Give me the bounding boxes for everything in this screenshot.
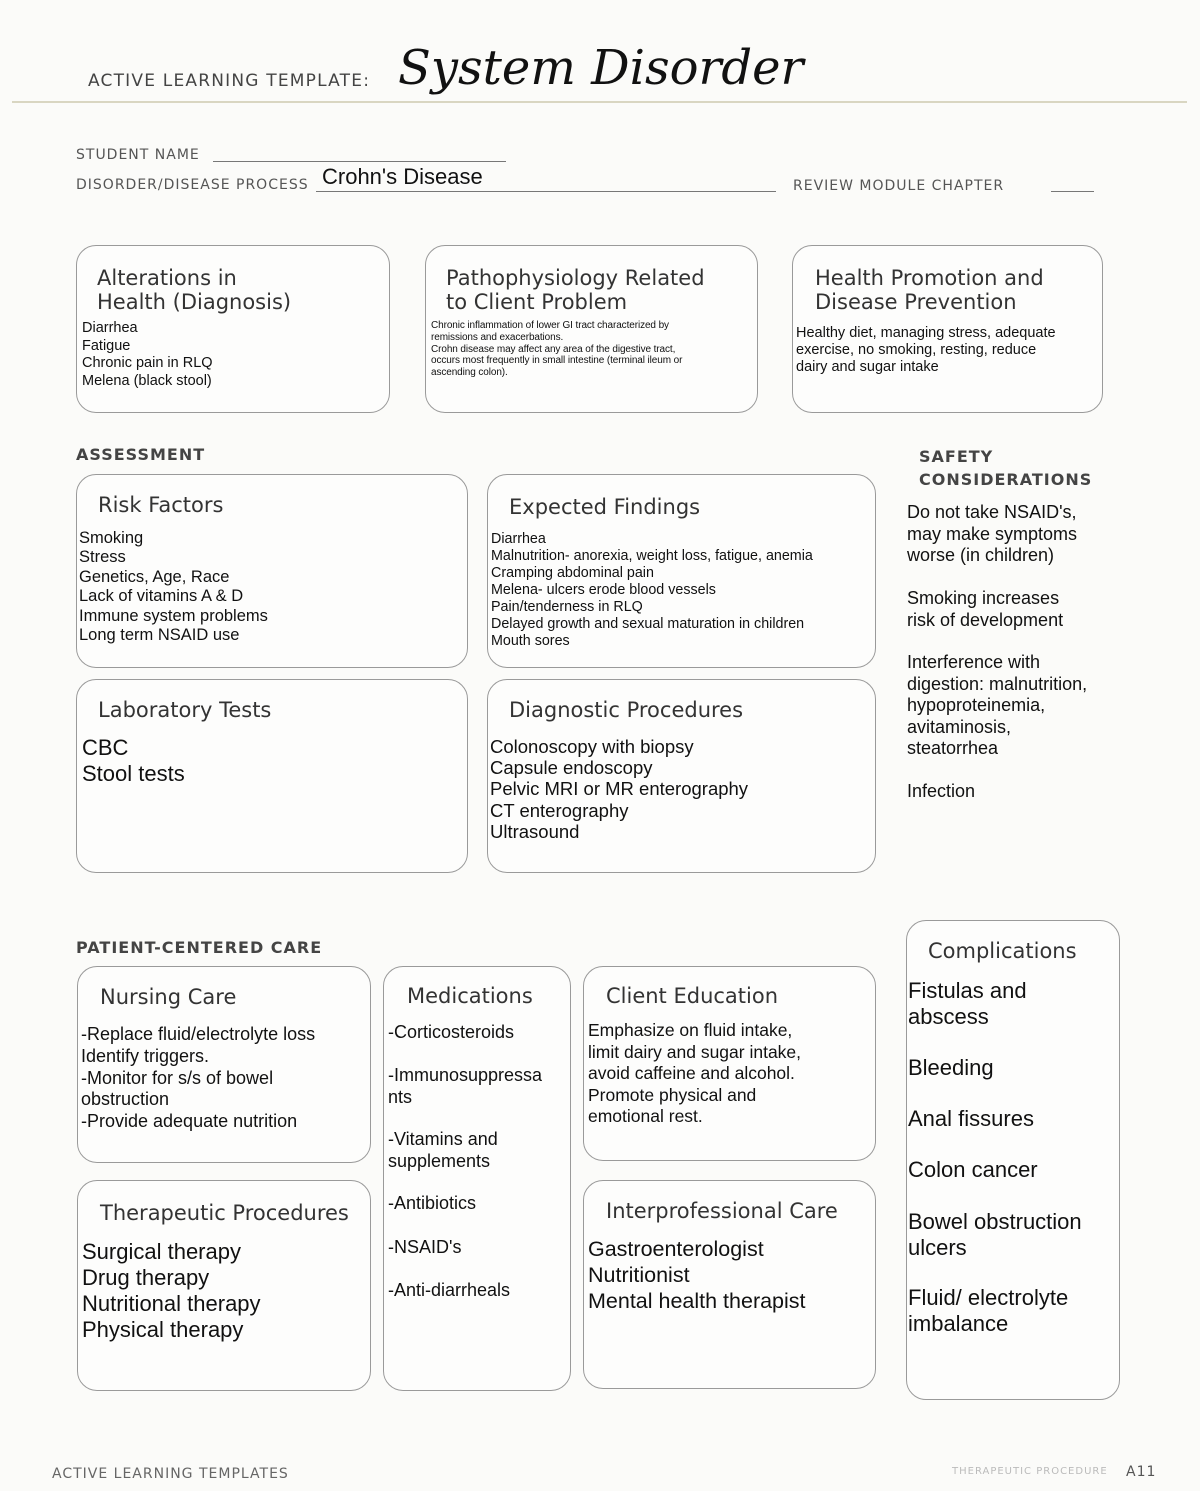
laboratory-tests-box <box>76 679 468 873</box>
therapeutic-procedures-title: Therapeutic Procedures <box>100 1201 349 1225</box>
review-chapter-label: REVIEW MODULE CHAPTER <box>793 178 1005 194</box>
diagnostic-procedures-title: Diagnostic Procedures <box>509 698 744 722</box>
student-name-line <box>213 161 506 162</box>
safety-item: Infection <box>907 781 976 801</box>
safety-item: Do not take NSAID's, may make symptoms worse (in children) <box>907 502 1078 565</box>
patient-centered-care-label: PATIENT-CENTERED CARE <box>76 938 323 957</box>
page-number: A11 <box>1126 1464 1157 1480</box>
interprofessional-care-body: Gastroenterologist Nutritionist Mental health therapist <box>588 1237 806 1313</box>
diagnostic-procedures-body: Colonoscopy with biopsy Capsule endoscopy Pelvic MRI or MR enterography CT enterography Ultrasound <box>490 736 749 842</box>
template-label: ACTIVE LEARNING TEMPLATE: <box>88 71 371 91</box>
medication-item: -Vitamins and supplements <box>388 1129 498 1171</box>
nursing-care-title: Nursing Care <box>100 985 237 1009</box>
complications-box <box>906 920 1120 1400</box>
risk-factors-body: Smoking Stress Genetics, Age, Race Lack of vitamins A & D Immune system problems Long term NSAID use <box>79 529 268 645</box>
laboratory-tests-body: CBC Stool tests <box>82 735 185 786</box>
alterations-title: Alterations in Health (Diagnosis) <box>97 266 292 314</box>
medication-item: -Antibiotics <box>388 1193 477 1213</box>
complication-item: Bowel obstruction ulcers <box>908 1209 1082 1260</box>
medications-box <box>383 966 571 1391</box>
health-promotion-box <box>792 245 1103 413</box>
risk-factors-box <box>76 474 468 668</box>
alterations-box <box>76 245 390 413</box>
client-education-box <box>583 966 876 1161</box>
client-education-body: Emphasize on fluid intake, limit dairy and sugar intake, avoid caffeine and alcohol. Promote physical and emotional rest. <box>588 1020 802 1126</box>
nursing-care-body: -Replace fluid/electrolyte loss Identify triggers. -Monitor for s/s of bowel obstruction -Provide adequate nutrition <box>81 1024 316 1132</box>
nursing-care-box <box>77 966 371 1163</box>
footer-section: THERAPEUTIC PROCEDURE <box>952 1466 1108 1477</box>
safety-item: Interference with digestion: malnutrition, hypoproteinemia, avitaminosis, steatorrhea <box>907 652 1088 758</box>
diagnostic-procedures-box <box>487 679 876 873</box>
client-education-title: Client Education <box>606 984 779 1008</box>
assessment-label: ASSESSMENT <box>76 445 206 464</box>
complication-item: Colon cancer <box>908 1157 1038 1182</box>
health-promotion-title: Health Promotion and Disease Prevention <box>815 266 1044 314</box>
medication-item: -Immunosuppressa nts <box>388 1065 543 1107</box>
student-name-label: STUDENT NAME <box>76 147 200 163</box>
complications-title: Complications <box>928 939 1077 963</box>
laboratory-tests-title: Laboratory Tests <box>98 698 272 722</box>
medications-title: Medications <box>407 984 533 1008</box>
complication-item: Fistulas and abscess <box>908 978 1027 1029</box>
safety-label: SAFETY CONSIDERATIONS <box>919 447 1093 489</box>
interprofessional-care-box <box>583 1180 876 1389</box>
alterations-body: Diarrhea Fatigue Chronic pain in RLQ Melena (black stool) <box>82 320 213 389</box>
pathophysiology-box <box>425 245 758 413</box>
expected-findings-title: Expected Findings <box>509 495 701 519</box>
disorder-line <box>316 191 776 192</box>
medication-item: -Corticosteroids <box>388 1022 515 1042</box>
disorder-field[interactable]: Crohn's Disease <box>322 164 483 189</box>
pathophysiology-title: Pathophysiology Related to Client Problem <box>446 266 705 314</box>
expected-findings-box <box>487 474 876 668</box>
health-promotion-body: Healthy diet, managing stress, adequate exercise, no smoking, resting, reduce dairy and sugar intake <box>796 325 1056 375</box>
expected-findings-body: Diarrhea Malnutrition- anorexia, weight loss, fatigue, anemia Cramping abdominal pain Melena- ulcers erode blood vessels Pain/tenderness in RLQ Delayed growth and sexual maturation in children Mouth sores <box>491 531 813 649</box>
therapeutic-procedures-body: Surgical therapy Drug therapy Nutritional therapy Physical therapy <box>82 1239 261 1342</box>
complication-item: Fluid/ electrolyte imbalance <box>908 1285 1069 1336</box>
therapeutic-procedures-box <box>77 1180 371 1391</box>
risk-factors-title: Risk Factors <box>98 493 224 517</box>
medication-item: -Anti-diarrheals <box>388 1280 511 1300</box>
medication-item: -NSAID's <box>388 1237 462 1257</box>
review-chapter-line <box>1051 191 1094 192</box>
pathophysiology-body: Chronic inflammation of lower GI tract characterized by remissions and exacerbations. Crohn disease may affect any area of the digestive tract, occurs most frequently in small intestine (terminal ileum or ascending colon). <box>431 320 683 379</box>
footer-label: ACTIVE LEARNING TEMPLATES <box>52 1466 289 1482</box>
interprofessional-care-title: Interprofessional Care <box>606 1199 838 1223</box>
safety-item: Smoking increases risk of development <box>907 588 1064 630</box>
complication-item: Anal fissures <box>908 1106 1034 1131</box>
header-rule <box>12 101 1187 103</box>
template-title: System Disorder <box>398 40 804 96</box>
disorder-label: DISORDER/DISEASE PROCESS <box>76 177 309 193</box>
complication-item: Bleeding <box>908 1055 994 1080</box>
